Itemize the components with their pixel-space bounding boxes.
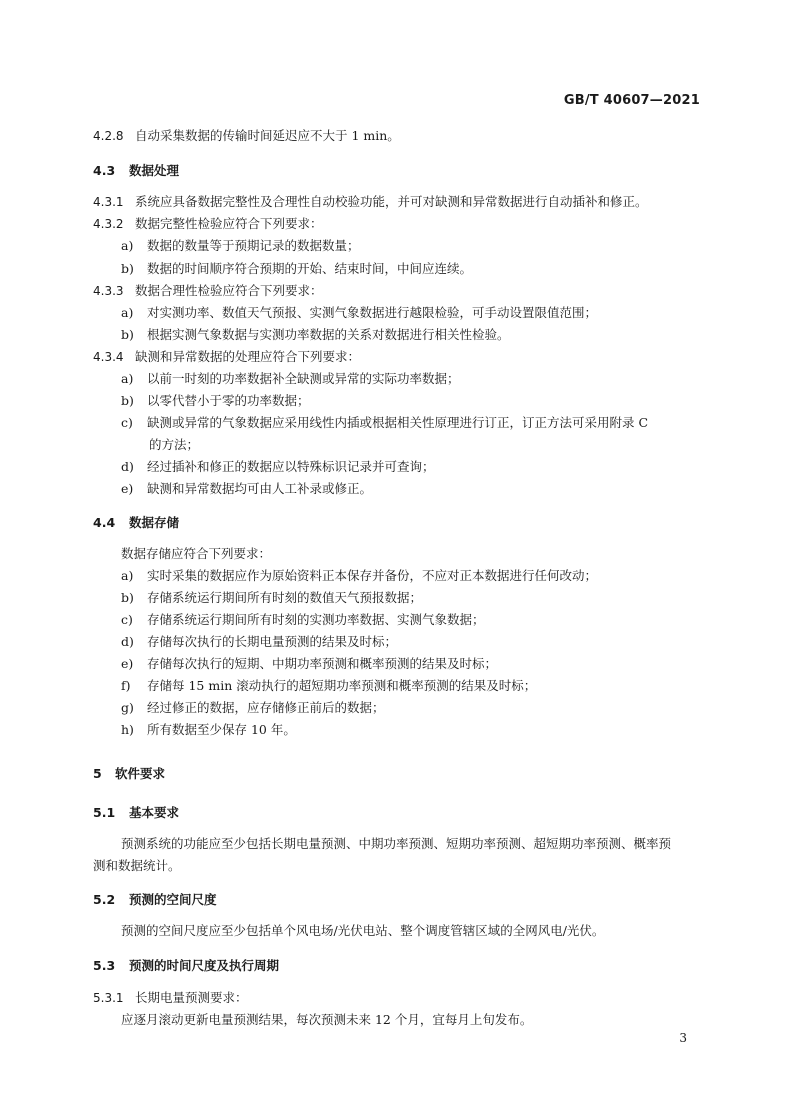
clause-number: 4.2.8: [93, 129, 124, 143]
item-label: f): [121, 678, 131, 693]
list-item: [121, 700, 385, 716]
heading-5-1: [93, 805, 179, 821]
paragraph-line: 应逐月滚动更新电量预测结果，每次预测未来 12 个月，宜每月上旬发布。: [121, 1012, 533, 1027]
item-text: 存储每次执行的长期电量预测的结果及时标；: [147, 634, 398, 649]
item-label: a): [121, 371, 134, 386]
item-text: 以前一时刻的功率数据补全缺测或异常的实际功率数据；: [147, 371, 460, 386]
clause-text: 数据完整性检验应符合下列要求：: [135, 216, 323, 231]
list-item: [121, 590, 422, 606]
item-text: 缺测或异常的气象数据应采用线性内插或根据相关性原理进行订正，订正方法可采用附录 C: [147, 415, 649, 430]
item-text: 根据实测气象数据与实测功率数据的关系对数据进行相关性检验。: [147, 327, 510, 342]
clause-text: 自动采集数据的传输时间延迟应不大于 1 min。: [135, 128, 400, 143]
clause-number: 4.3.3: [93, 284, 124, 298]
item-label: b): [121, 261, 134, 276]
list-item: [121, 327, 510, 343]
heading-title: 预测的空间尺度: [129, 892, 217, 907]
heading-number: 5.3: [93, 958, 116, 973]
paragraph-line: 预测的空间尺度应至少包括单个风电场/光伏电站、整个调度管辖区域的全网风电/光伏。: [121, 923, 605, 938]
item-text: 存储每 15 min 滚动执行的超短期功率预测和概率预测的结果及时标；: [147, 678, 537, 693]
list-item: [121, 634, 397, 650]
item-label: b): [121, 590, 134, 605]
item-label: c): [121, 612, 133, 627]
heading-title: 数据处理: [129, 163, 180, 178]
clause-4-3-1: [93, 194, 648, 210]
clause-text: 缺测和异常数据的处理应符合下列要求：: [135, 349, 361, 364]
item-label: c): [121, 415, 133, 430]
item-label: d): [121, 459, 134, 474]
clause-text: 长期电量预测要求：: [135, 990, 248, 1005]
list-item: [121, 415, 648, 431]
list-item: [121, 459, 435, 475]
heading-5-3: [93, 958, 279, 974]
item-label: a): [121, 305, 134, 320]
item-text: 存储系统运行期间所有时刻的实测功率数据、实测气象数据；: [147, 612, 485, 627]
item-label: h): [121, 722, 134, 737]
item-label: b): [121, 393, 134, 408]
heading-title: 基本要求: [129, 805, 180, 820]
heading-4-3: [93, 163, 179, 179]
item-text: 缺测和异常数据均可由人工补录或修正。: [147, 481, 373, 496]
item-text: 对实测功率、数值天气预报、实测气象数据进行越限检验，可手动设置限值范围；: [147, 305, 598, 320]
item-text: 所有数据至少保存 10 年。: [147, 722, 296, 737]
list-item: [121, 261, 472, 277]
item-text: 数据的数量等于预期记录的数据数量；: [147, 238, 360, 253]
paragraph-line: 测和数据统计。: [93, 858, 181, 873]
heading-number: 5.1: [93, 805, 116, 820]
list-item: [121, 481, 372, 497]
heading-title: 软件要求: [115, 766, 166, 781]
heading-4-4: [93, 515, 179, 531]
heading-number: 4.3: [93, 163, 116, 178]
clause-text: 数据合理性检验应符合下列要求：: [135, 283, 323, 298]
item-text: 实时采集的数据应作为原始资料正本保存并备份，不应对正本数据进行任何改动；: [147, 568, 598, 583]
item-label: d): [121, 634, 134, 649]
clause-4-3-3: [93, 283, 323, 299]
item-text: 以零代替小于零的功率数据；: [147, 393, 310, 408]
clause-number: 4.3.2: [93, 217, 124, 231]
clause-number: 4.3.1: [93, 195, 124, 209]
list-item: [121, 238, 360, 254]
item-label: a): [121, 568, 134, 583]
item-text: 存储每次执行的短期、中期功率预测和概率预测的结果及时标；: [147, 656, 498, 671]
standard-number: GB/T 40607—2021: [563, 93, 700, 108]
clause-number: 4.3.4: [93, 350, 124, 364]
list-item: [121, 722, 296, 738]
page-number: 3: [679, 1031, 687, 1045]
item-label: b): [121, 327, 134, 342]
clause-5-3-1: [93, 990, 248, 1006]
item-label: a): [121, 238, 134, 253]
clause-text: 系统应具备数据完整性及合理性自动校验功能，并可对缺测和异常数据进行自动插补和修正。: [135, 194, 648, 209]
list-item: [121, 305, 597, 321]
item-text: 经过插补和修正的数据应以特殊标识记录并可查询；: [147, 459, 435, 474]
item-label: e): [121, 656, 134, 671]
list-item-continuation: 的方法；: [149, 437, 200, 452]
list-item: [121, 393, 310, 409]
heading-number: 5: [93, 766, 102, 781]
heading-5-2: [93, 892, 217, 908]
section-intro: 数据存储应符合下列要求：: [121, 546, 272, 561]
list-item: [121, 678, 536, 694]
item-text: 存储系统运行期间所有时刻的数值天气预报数据；: [147, 590, 423, 605]
heading-title: 数据存储: [129, 515, 180, 530]
list-item: [121, 371, 460, 387]
clause-4-3-4: [93, 349, 360, 365]
clause-4-2-8: [93, 128, 400, 144]
list-item: [121, 656, 497, 672]
item-label: e): [121, 481, 134, 496]
clause-4-3-2: [93, 216, 323, 232]
heading-number: 5.2: [93, 892, 116, 907]
list-item: [121, 612, 485, 628]
clause-number: 5.3.1: [93, 991, 124, 1005]
list-item: [121, 568, 597, 584]
paragraph-line: 预测系统的功能应至少包括长期电量预测、中期功率预测、短期功率预测、超短期功率预测、概率预: [121, 836, 672, 851]
item-label: g): [121, 700, 134, 715]
item-text: 数据的时间顺序符合预期的开始、结束时间，中间应连续。: [147, 261, 473, 276]
heading-5: [93, 766, 165, 782]
heading-number: 4.4: [93, 515, 116, 530]
item-text: 经过修正的数据，应存储修正前后的数据；: [147, 700, 385, 715]
heading-title: 预测的时间尺度及执行周期: [129, 958, 280, 973]
